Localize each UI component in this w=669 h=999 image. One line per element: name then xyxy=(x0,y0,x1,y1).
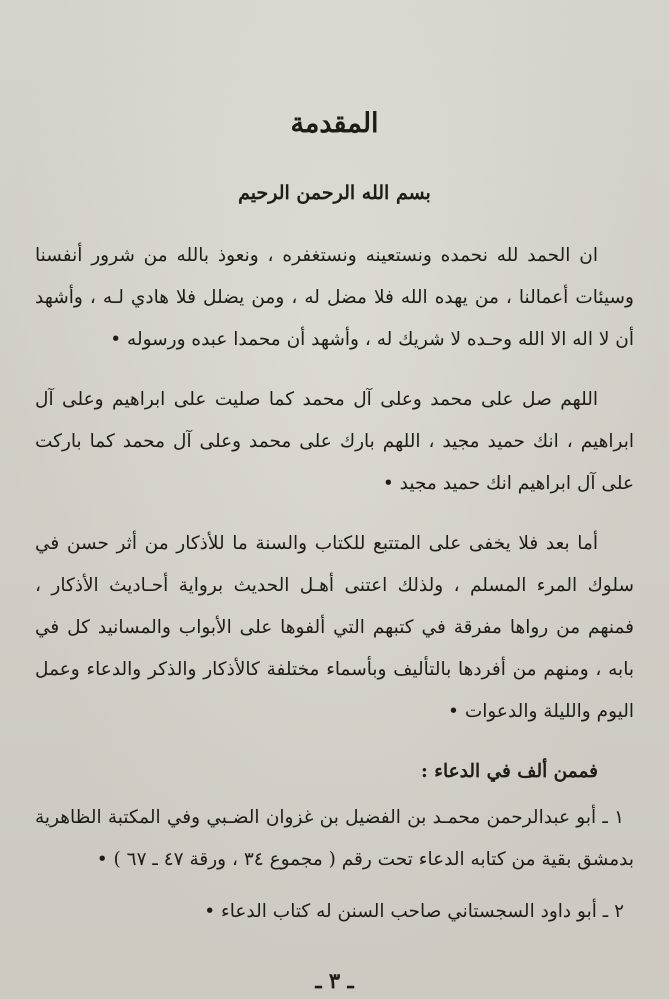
paragraph-salawat: اللهم صل على محمد وعلى آل محمد كما صليت على ابراهيم وعلى آل ابراهيم ، انك حميد مجيد ، اللهم بارك على محمد وعلى آل محمد كما باركت على آل ابراهيم انك حميد مجيد • xyxy=(35,389,634,494)
page-body xyxy=(35,235,634,943)
list-item: ٢ ـ أبو داود السجستاني صاحب السنن له كتاب الدعاء • xyxy=(204,901,624,922)
basmala: بسم الله الرحمن الرحيم xyxy=(238,182,431,204)
paragraph-praise: ان الحمد لله نحمده ونستعينه ونستغفره ، ونعوذ بالله من شرور أنفسنا وسيئات أعمالنا ، من يهده الله فلا مضل له ، ومن يضلل فلا هادي لـه ، وأشهد أن لا اله الا الله وحـده لا شريك له ، وأشهد أن محمدا عبده ورسوله • xyxy=(35,245,634,350)
list-heading: فممن ألف في الدعاء : xyxy=(421,761,598,782)
paragraph-introduction: أما بعد فلا يخفى على المتتبع للكتاب والسنة ما للأذكار من أثر حسن في سلوك المرء المسلم ، ولذلك اعتنى أهـل الحديث برواية أحـاديث الأذكار ، فمنهم من رواها مفرقة في كتبهم التي ألفوها على الأبواب والمسانيد كل في بابه ، ومنهم من أفردها بالتأليف وبأسماء مختلفة كالأذكار والذكر والدعاء وعمل اليوم والليلة والدعوات • xyxy=(35,533,634,722)
list-item: ١ ـ أبو عبدالرحمن محمـد بن الفضيل بن غزوان الضـبي وفي المكتبة الظاهرية بدمشق بقية من كتابه الدعاء تحت رقم ( مجموع ٣٤ ، ورقة ٤٧ ـ ٦٧ ) • xyxy=(35,807,634,870)
page-heading: المقدمة xyxy=(290,108,379,139)
page-number: ـ ٣ ـ xyxy=(315,968,354,993)
